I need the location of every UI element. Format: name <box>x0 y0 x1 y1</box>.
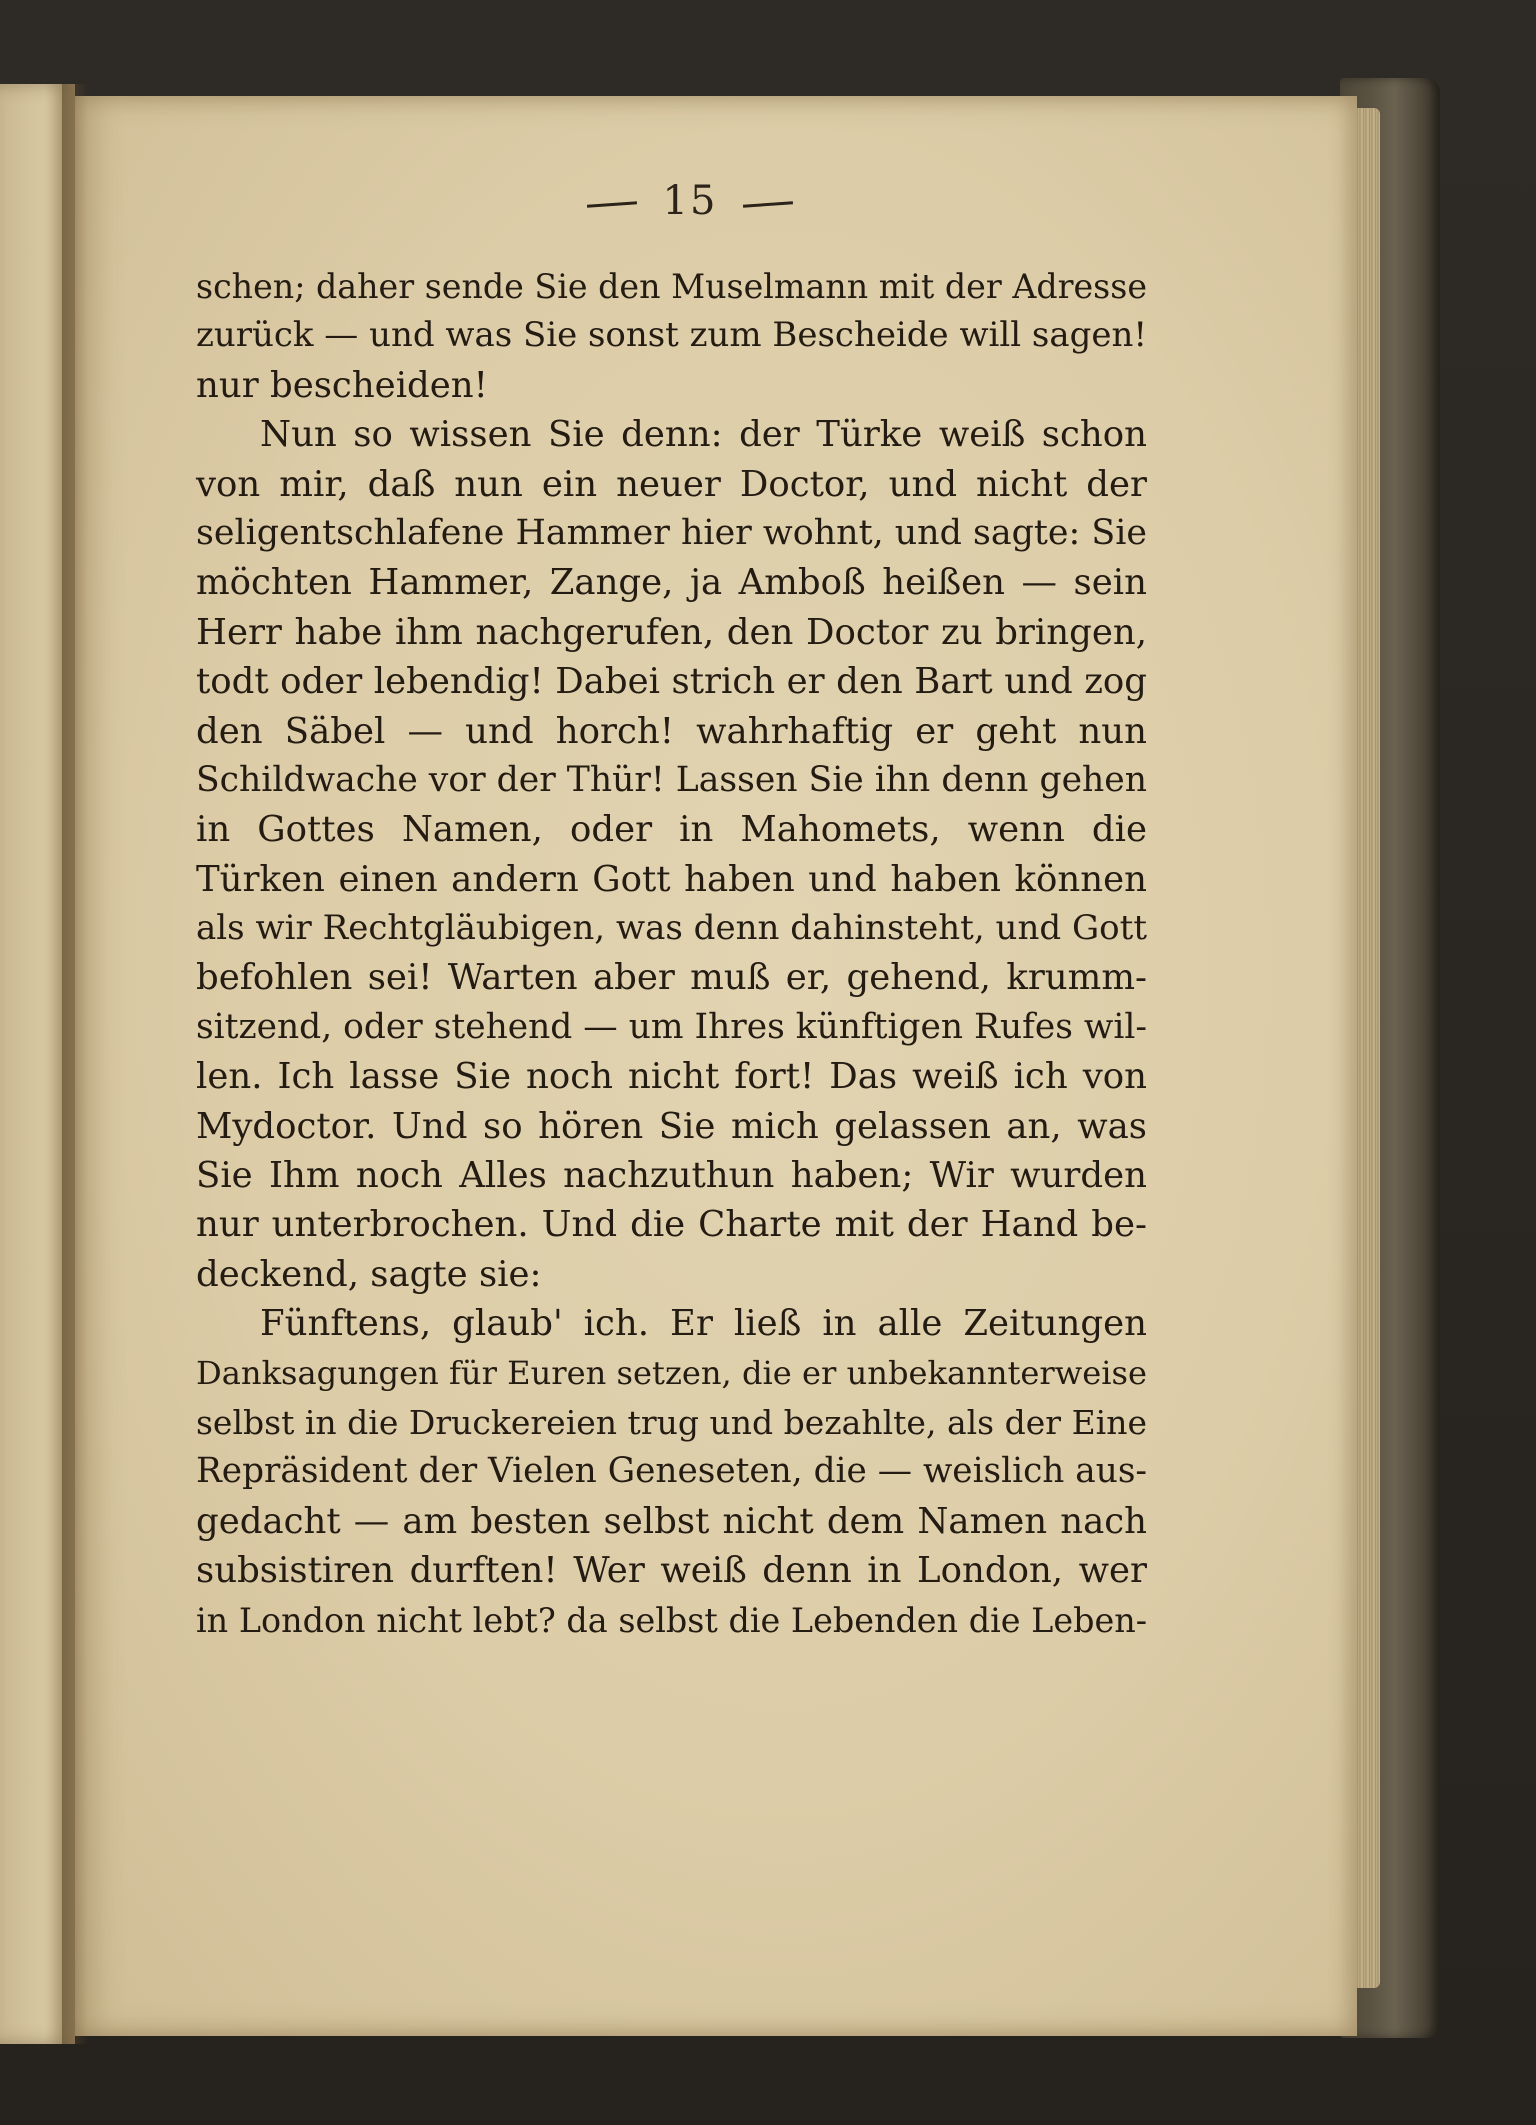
text-line: Nun so wissen Sie denn: der Türke weiß schon <box>260 414 1147 456</box>
body-text <box>196 262 1147 1645</box>
text-line: den Säbel — und horch! wahrhaftig er geht nun <box>196 710 1147 752</box>
text-line: Sie Ihm noch Alles nachzuthun haben; Wir wurden <box>196 1155 1147 1197</box>
text-line: deckend, sagte sie: <box>196 1253 542 1295</box>
text-line: befohlen sei! Warten aber muß er, gehend, krumm- <box>196 957 1147 999</box>
text-line: len. Ich lasse Sie noch nicht fort! Das weiß ich von <box>196 1056 1147 1098</box>
text-line: todt oder lebendig! Dabei strich er den Bart und zog <box>196 661 1147 703</box>
text-line: nur unterbrochen. Und die Charte mit der Hand be- <box>196 1204 1147 1246</box>
page-number <box>540 178 840 224</box>
text-line: in Gottes Namen, oder in Mahomets, wenn die <box>196 809 1147 851</box>
left-ornament <box>587 201 637 207</box>
text-line: gedacht — am besten selbst nicht dem Namen nach <box>196 1500 1147 1542</box>
text-line: subsistiren durften! Wer weiß denn in London, wer <box>196 1550 1147 1592</box>
text-line: Türken einen andern Gott haben und haben können <box>196 858 1147 900</box>
text-line: selbst in die Druckereien trug und bezahlte, als der Eine <box>196 1402 1147 1442</box>
text-line: Mydoctor. Und so hören Sie mich gelassen an, was <box>196 1105 1147 1147</box>
text-line: als wir Rechtgläubigen, was denn dahinsteht, und Gott <box>196 908 1147 949</box>
book-gutter <box>62 84 88 2044</box>
text-line: zurück — und was Sie sonst zum Bescheide will sagen! <box>196 315 1147 356</box>
text-line: schen; daher sende Sie den Muselmann mit der Adresse <box>196 267 1147 306</box>
text-line: Schildwache vor der Thür! Lassen Sie ihn denn gehen <box>196 759 1147 800</box>
right-ornament <box>743 201 793 207</box>
text-line: möchten Hammer, Zange, ja Amboß heißen — sein <box>196 562 1147 604</box>
text-line: von mir, daß nun ein neuer Doctor, und nicht der <box>196 463 1147 505</box>
text-line: sitzend, oder stehend — um Ihres künftigen Rufes wil- <box>196 1006 1147 1047</box>
text-line: Danksagungen für Euren setzen, die er unbekannterweise <box>196 1353 1147 1392</box>
text-line: Fünftens, glaub' ich. Er ließ in alle Zeitungen <box>260 1303 1147 1345</box>
text-line: seligentschlafene Hammer hier wohnt, und sagte: Sie <box>196 512 1147 553</box>
text-line: Repräsident der Vielen Geneseten, die — weislich aus- <box>196 1451 1147 1492</box>
text-line: in London nicht lebt? da selbst die Lebenden die Leben- <box>196 1600 1147 1640</box>
text-line: nur bescheiden! <box>196 364 488 406</box>
page-number-text: 15 <box>662 178 718 224</box>
text-line: Herr habe ihm nachgerufen, den Doctor zu bringen, <box>196 611 1147 653</box>
